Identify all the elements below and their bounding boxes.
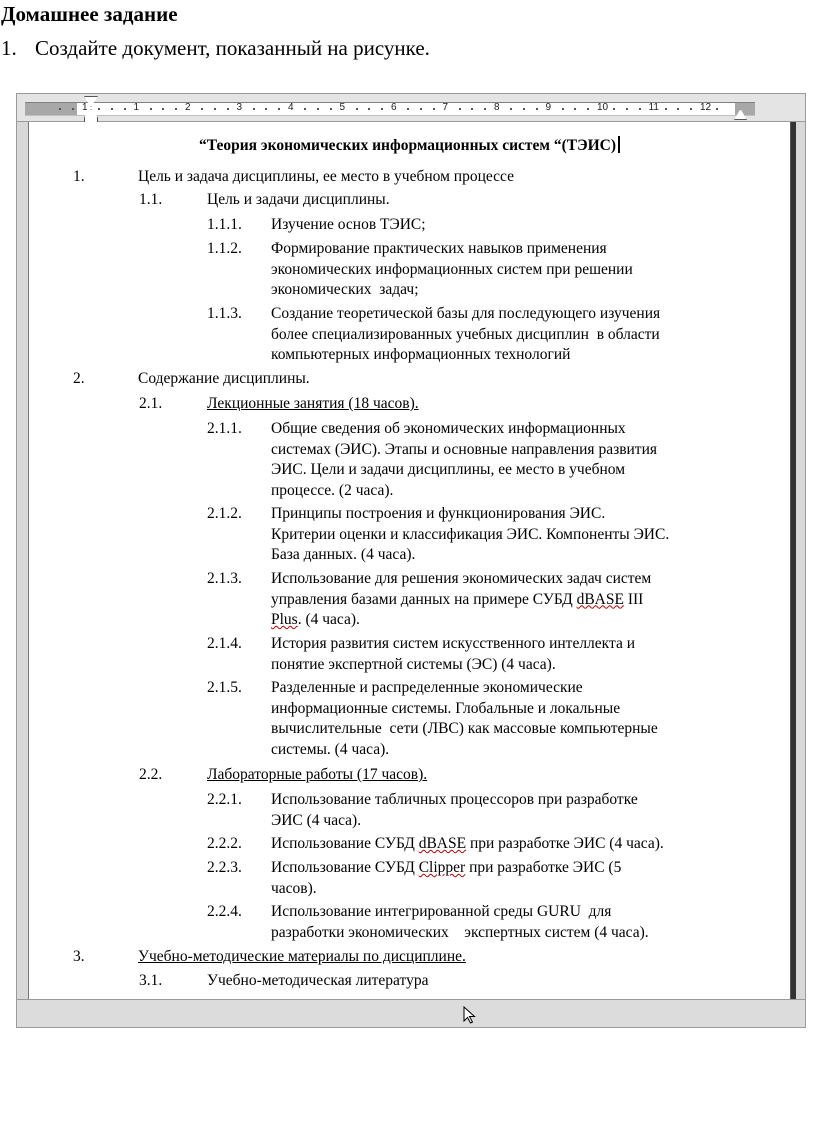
ruler-right-margin: [735, 103, 755, 115]
spelling-error-mark: Plus: [271, 611, 298, 628]
outline-text-line: Критерии оценки и классификация ЭИС. Компоненты ЭИС.: [271, 525, 670, 543]
outline-text-line: Принципы построения и функционирования ЭИС.: [271, 505, 606, 522]
ruler-tick: [214, 108, 216, 110]
ruler-tick: [72, 108, 74, 110]
outline-text-line: экономических задач;: [271, 281, 419, 298]
mouse-pointer-icon: [463, 1006, 477, 1024]
outline-text-line: ЭИС. Цели и задачи дисциплины, ее место в учебном: [271, 461, 626, 478]
ruler-tick: [124, 108, 126, 110]
outline-text-line: Учебно-методическая литература: [207, 972, 429, 989]
ruler-tick: [59, 108, 61, 110]
ruler-tick: [407, 108, 409, 110]
homework-title: Домашнее задание: [1, 2, 178, 26]
ruler-tick: [562, 108, 564, 110]
word-screenshot: [16, 93, 806, 1028]
outline-number: 1.1.1.: [207, 216, 242, 233]
outline-number: 2.1.: [139, 395, 163, 412]
ruler-number: 1: [82, 102, 88, 113]
outline-text-line: процессе. (2 часа).: [271, 481, 394, 499]
ruler-number: 10: [597, 102, 609, 113]
outline-number: 3.: [73, 948, 85, 965]
ruler-tick: [536, 108, 538, 110]
horizontal-ruler[interactable]: [17, 94, 805, 122]
ruler-tick: [253, 108, 255, 110]
ruler-number: 8: [494, 102, 500, 113]
outline-text-line: Лабораторные работы (17 часов).: [207, 766, 428, 783]
outline-text-line: системы. (4 часа).: [271, 740, 390, 758]
outline-number: 2.1.4.: [207, 635, 242, 652]
ruler-tick: [265, 108, 267, 110]
outline-number: 1.: [73, 168, 85, 185]
outline-number: 1.1.3.: [207, 305, 242, 322]
outline-number: 1.1.2.: [207, 240, 242, 257]
ruler-tick: [381, 108, 383, 110]
ruler-tick: [510, 108, 512, 110]
ruler-tick: [716, 108, 718, 110]
ruler-number: 7: [442, 102, 449, 113]
ruler-number: 12: [700, 102, 712, 113]
outline-text-line: Разделенные и распределенные экономические: [271, 679, 583, 696]
ruler-number: 1: [133, 102, 140, 113]
outline-text-line: Лекционные занятия (18 часов).: [207, 395, 419, 412]
document-title-text: “Теория экономических информационных систем “(ТЭИС): [198, 137, 617, 154]
outline-text-line: Создание теоретической базы для последующего изучения: [271, 305, 661, 322]
outline-text-line: разработки экономических экспертных систем (4 часа).: [271, 923, 649, 941]
ruler-number: 4: [288, 102, 294, 113]
ruler-tick: [227, 108, 229, 110]
ruler-number: 6: [391, 102, 397, 113]
outline-text-line: Использование для решения экономических задач систем: [271, 570, 652, 587]
outline-text-line: вычислительные сети (ЛВС) как массовые компьютерные: [271, 720, 658, 737]
outline-number: 3.1.: [139, 972, 163, 989]
ruler-tick: [626, 108, 628, 110]
outline-number: 2.2.4.: [207, 903, 242, 920]
horizontal-scrollbar[interactable]: [17, 999, 805, 1027]
outline-text-line: информационные системы. Глобальные и локальные: [271, 699, 621, 717]
ruler-tick: [613, 108, 615, 110]
spelling-error-mark: dBASE: [418, 835, 467, 852]
outline-text-line: Цель и задачи дисциплины.: [207, 191, 390, 208]
ruler-track[interactable]: [25, 102, 755, 116]
ruler-tick: [356, 108, 358, 110]
outline-text-line: История развития систем искусственного интеллекта и: [271, 635, 636, 652]
outline-text-line: Использование табличных процессоров при разработке: [271, 791, 638, 808]
outline-number: 2.2.1.: [207, 791, 242, 808]
outline-text-line: Цель и задача дисциплины, ее место в учебном процессе: [138, 168, 514, 185]
ruler-tick: [278, 108, 280, 110]
outline-number: 2.2.: [139, 766, 163, 783]
outline-text-line: Plus. (4 часа).: [271, 611, 360, 628]
text-cursor: [618, 136, 620, 153]
ruler-tick: [420, 108, 422, 110]
ruler-tick: [317, 108, 319, 110]
ruler-number: 5: [339, 102, 346, 113]
outline-number: 2.1.1.: [207, 420, 242, 437]
ruler-tick: [690, 108, 692, 110]
ruler-tick: [150, 108, 152, 110]
outline-number: 1.1.: [139, 191, 163, 208]
spelling-error-mark: Clipper: [418, 859, 466, 876]
outline-text-line: экономических информационных систем при решении: [271, 260, 633, 278]
ruler-number: 2: [185, 102, 191, 113]
outline-text-line: компьютерных информационных технологий: [271, 346, 571, 363]
ruler-tick: [175, 108, 177, 110]
ruler-left-margin: [25, 103, 77, 115]
outline-text-line: понятие экспертной системы (ЭС) (4 часа).: [271, 655, 556, 673]
ruler-tick: [459, 108, 461, 110]
ruler-tick: [330, 108, 332, 110]
outline-text-line: Учебно-методические материалы по дисциплине.: [138, 948, 466, 965]
ruler-tick: [639, 108, 641, 110]
homework-task: [1, 36, 430, 61]
outline-text-line: Содержание дисциплины.: [138, 370, 310, 387]
ruler-tick: [433, 108, 435, 110]
outline-text-line: Формирование практических навыков применения: [271, 240, 607, 257]
outline-number: 2.1.5.: [207, 679, 242, 696]
outline-number: 2.: [73, 370, 85, 387]
outline-text-line: более специализированных учебных дисциплин в области: [271, 325, 660, 343]
ruler-tick: [162, 108, 164, 110]
ruler-tick: [665, 108, 667, 110]
spelling-error-mark: dBASE: [576, 590, 624, 608]
outline-text-line: Использование интегрированной среды GURU для: [271, 903, 612, 920]
outline-text-line: База данных. (4 часа).: [271, 546, 416, 563]
outline-number: 2.1.3.: [207, 570, 242, 587]
ruler-number: 9: [545, 102, 552, 113]
ruler-tick: [574, 108, 576, 110]
ruler-tick: [587, 108, 589, 110]
task-number: 1.: [1, 36, 17, 60]
ruler-number: 11: [648, 102, 659, 113]
task-text: Создайте документ, показанный на рисунке.: [35, 36, 430, 60]
ruler-tick: [111, 108, 113, 110]
ruler-tick: [304, 108, 306, 110]
outline-text-line: ЭИС (4 часа).: [271, 811, 362, 829]
ruler-tick: [201, 108, 203, 110]
outline-text-line: Изучение основ ТЭИС;: [271, 216, 426, 233]
outline-text-line: Использование СУБД dBASE при разработке ЭИС (4 часа).: [271, 835, 664, 852]
outline-number: 2.1.2.: [207, 505, 242, 522]
ruler-number: 3: [236, 102, 243, 113]
document-title: [29, 136, 790, 155]
ruler-tick: [484, 108, 486, 110]
outline-text-line: системах (ЭИС). Этапы и основные направления развития: [271, 440, 658, 458]
ruler-tick: [471, 108, 473, 110]
ruler-tick: [98, 108, 100, 110]
outline-number: 2.2.3.: [207, 859, 242, 876]
ruler-tick: [523, 108, 525, 110]
outline-text-line: управления базами данных на примере СУБД dBASE III: [271, 590, 644, 608]
outline-text-line: Общие сведения об экономических информационных: [271, 420, 626, 437]
document-page[interactable]: [28, 122, 791, 1002]
outline-text-line: часов).: [271, 879, 317, 897]
outline-text-line: Использование СУБД Clipper при разработке ЭИС (5: [271, 859, 622, 876]
ruler-tick: [677, 108, 679, 110]
ruler-tick: [368, 108, 370, 110]
outline-number: 2.2.2.: [207, 835, 242, 852]
